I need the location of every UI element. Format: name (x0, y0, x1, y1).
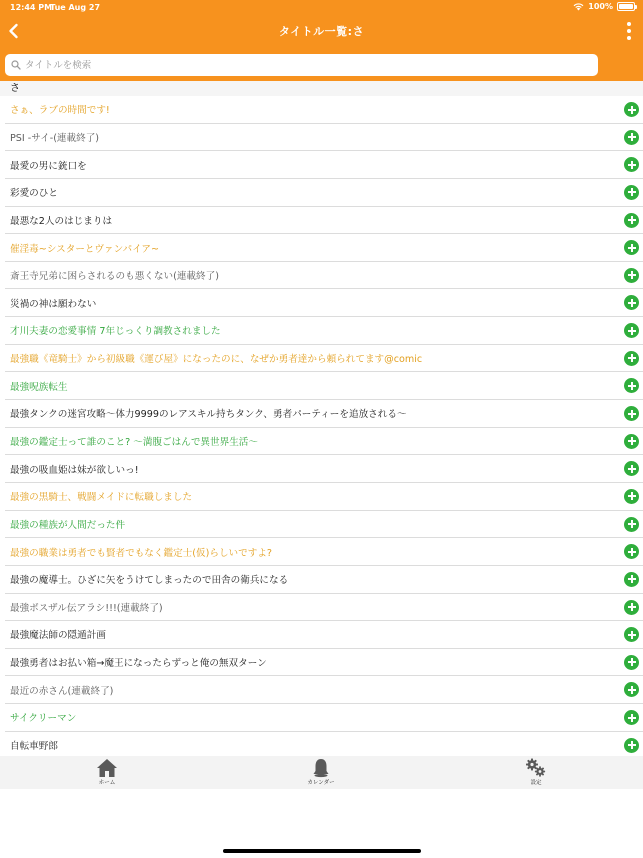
add-circle-icon[interactable] (624, 682, 639, 697)
list-item-title: 催淫毒~シスターとヴァンパイア~ (10, 243, 160, 255)
list-item-title: 最強呪族転生 (10, 381, 68, 393)
status-bar (0, 0, 643, 15)
search-field[interactable] (5, 54, 598, 76)
search-input[interactable] (25, 60, 585, 71)
status-right (573, 2, 635, 11)
more-vertical-icon[interactable] (625, 22, 633, 40)
list-item-title: さぁ、ラブの時間です! (10, 105, 110, 117)
list-item[interactable] (5, 511, 643, 539)
home-indicator (223, 849, 421, 853)
add-circle-icon[interactable] (624, 517, 639, 532)
add-circle-icon[interactable] (624, 185, 639, 200)
add-circle-icon[interactable] (624, 572, 639, 587)
battery-fill (619, 4, 633, 9)
add-circle-icon[interactable] (624, 489, 639, 504)
nav-bar (0, 15, 643, 48)
list-item[interactable] (5, 621, 643, 649)
list-item[interactable] (5, 234, 643, 262)
title-list[interactable] (0, 96, 643, 756)
battery-icon (617, 2, 635, 11)
status-time: 12:44 PM (10, 3, 53, 12)
add-circle-icon[interactable] (624, 213, 639, 228)
list-item[interactable] (5, 207, 643, 235)
tab-bar (0, 756, 643, 789)
list-item[interactable] (5, 317, 643, 345)
list-item-title: 最強の職業は勇者でも賢者でもなく鑑定士(仮)らしいですよ? (10, 547, 273, 559)
list-item[interactable] (5, 179, 643, 207)
tab-calendar-label: カレンダー (307, 780, 335, 786)
list-item[interactable] (5, 289, 643, 317)
bell-icon (312, 758, 330, 778)
add-circle-icon[interactable] (624, 102, 639, 117)
tab-settings-label: 設定 (530, 780, 542, 786)
add-circle-icon[interactable] (624, 461, 639, 476)
list-item[interactable] (5, 455, 643, 483)
list-item-title: 最強勇者はお払い箱→魔王になったらずっと俺の無双ターン (10, 658, 267, 670)
list-item[interactable] (5, 96, 643, 124)
list-item[interactable] (5, 124, 643, 152)
wifi-icon (573, 2, 584, 11)
home-icon (96, 758, 118, 778)
list-item-title: 最強の黒騎士、戦闘メイドに転職しました (10, 492, 193, 504)
gear-icon (525, 758, 547, 778)
list-item[interactable] (5, 151, 643, 179)
add-circle-icon[interactable] (624, 710, 639, 725)
status-date: Tue Aug 27 (50, 3, 101, 12)
add-circle-icon[interactable] (624, 406, 639, 421)
list-item[interactable] (5, 732, 643, 756)
list-item[interactable] (5, 649, 643, 677)
list-item[interactable] (5, 428, 643, 456)
list-item[interactable] (5, 704, 643, 732)
add-circle-icon[interactable] (624, 351, 639, 366)
tab-home[interactable] (67, 756, 147, 789)
list-item-title: 最近の赤さん(連載終了) (10, 685, 114, 697)
add-circle-icon[interactable] (624, 323, 639, 338)
list-item-title: 最強魔法師の隠遁計画 (10, 630, 106, 642)
search-area (0, 48, 643, 81)
add-circle-icon[interactable] (624, 157, 639, 172)
list-item-title: 最強タンクの迷宮攻略〜体力9999のレアスキル持ちタンク、勇者パーティーを追放される〜 (10, 409, 407, 421)
list-item[interactable] (5, 483, 643, 511)
list-item-title: 最強ボスザル伝アラシ!!!(連載終了) (10, 602, 163, 614)
tab-settings[interactable] (496, 756, 576, 789)
list-item[interactable] (5, 262, 643, 290)
add-circle-icon[interactable] (624, 738, 639, 753)
add-circle-icon[interactable] (624, 268, 639, 283)
list-item-title: 彩愛のひと (10, 188, 58, 200)
list-item-title: 最愛の男に銃口を (10, 160, 87, 172)
add-circle-icon[interactable] (624, 627, 639, 642)
add-circle-icon[interactable] (624, 295, 639, 310)
list-item-title: PSI -サイ-(連載終了) (10, 132, 100, 144)
list-item[interactable] (5, 400, 643, 428)
list-item[interactable] (5, 345, 643, 373)
list-item[interactable] (5, 538, 643, 566)
list-item-title: 災禍の神は願わない (10, 298, 97, 310)
search-icon (11, 60, 21, 70)
list-item-title: 最強職《竜騎士》から初級職《運び屋》になったのに、なぜか勇者達から頼られてます@comic (10, 354, 423, 366)
page-title: タイトル一覧:さ (278, 25, 365, 38)
list-item-title: 最強の鑑定士って誰のこと? 〜満腹ごはんで異世界生活〜 (10, 437, 258, 448)
list-item-title: 自転車野郎 (10, 741, 58, 753)
add-circle-icon[interactable] (624, 130, 639, 145)
add-circle-icon[interactable] (624, 240, 639, 255)
section-header: さ (0, 81, 643, 96)
list-item-title: 最強の吸血姫は妹が欲しいっ! (10, 464, 139, 476)
list-item[interactable] (5, 594, 643, 622)
list-item[interactable] (5, 372, 643, 400)
tab-calendar[interactable] (281, 756, 361, 789)
add-circle-icon[interactable] (624, 655, 639, 670)
list-item-title: 最強の魔導士。ひざに矢をうけてしまったので田舎の衛兵になる (10, 575, 289, 587)
add-circle-icon[interactable] (624, 544, 639, 559)
list-item-title: 最悪な2人のはじまりは (10, 215, 113, 227)
list-item-title: サイクリーマン (10, 713, 77, 725)
list-item-title: 才川夫妻の恋愛事情 7年じっくり調教されました (10, 326, 221, 338)
add-circle-icon[interactable] (624, 434, 639, 449)
list-item-title: 最強の種族が人間だった件 (10, 519, 126, 531)
add-circle-icon[interactable] (624, 600, 639, 615)
battery-percent: 100% (588, 2, 613, 11)
add-circle-icon[interactable] (624, 378, 639, 393)
list-item-title: 斎王寺兄弟に困らされるのも悪くない(連載終了) (10, 271, 219, 283)
list-item[interactable] (5, 676, 643, 704)
tab-home-label: ホーム (98, 780, 116, 786)
list-item[interactable] (5, 566, 643, 594)
